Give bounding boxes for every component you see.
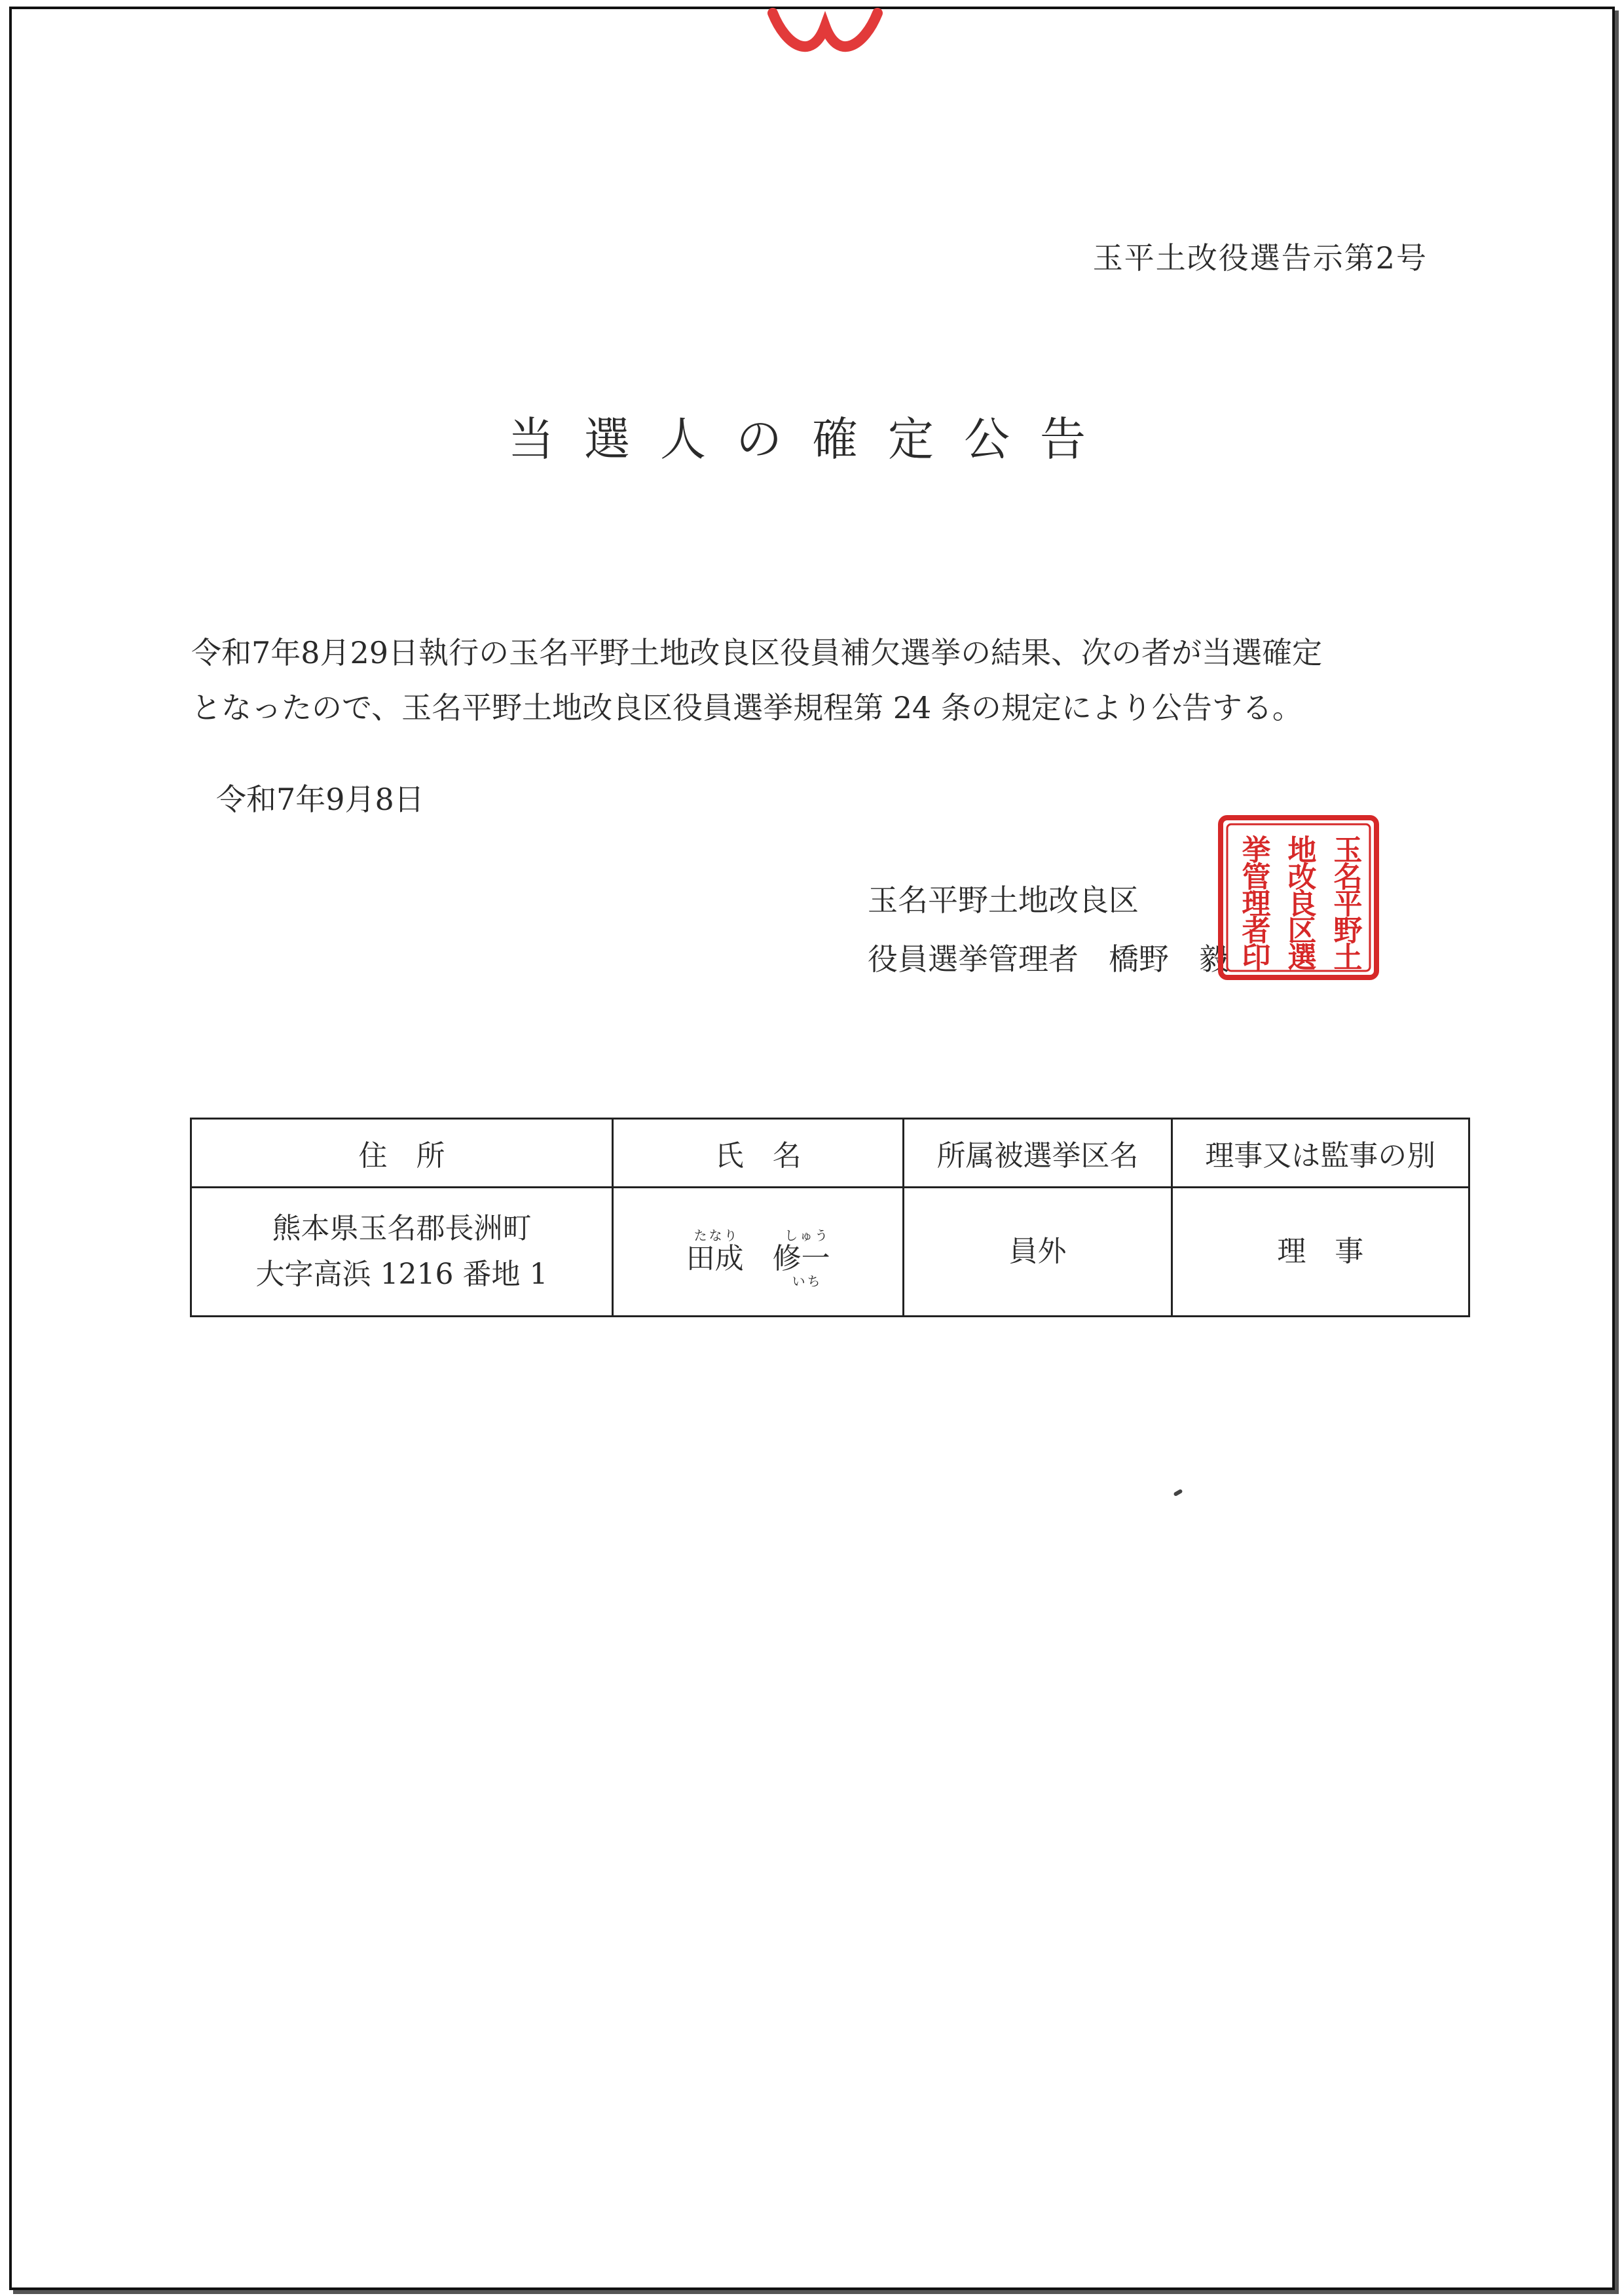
seal-column-2: 地改良区選: [1282, 835, 1316, 969]
header-role: 理事又は監事の別: [1172, 1119, 1469, 1188]
table-row: [191, 1188, 1469, 1317]
cell-address: [191, 1188, 613, 1317]
header-address: 住 所: [191, 1119, 613, 1188]
body-line-2: となったので、玉名平野土地改良区役員選挙規程第 24 条の規定により公告する。: [191, 690, 1302, 725]
seal-column-3: 挙管理者印: [1236, 835, 1270, 969]
cell-role: 理 事: [1172, 1188, 1469, 1317]
address-line-2: 大字高浜 1216 番地 1: [255, 1258, 548, 1291]
winners-table: [190, 1118, 1470, 1317]
address-line-1: 熊本県玉名郡長洲町: [272, 1212, 532, 1245]
name-given: 修一: [772, 1242, 830, 1275]
notice-date: 令和7年9月8日: [216, 782, 424, 817]
binding-mark-icon: [760, 0, 891, 72]
issuer-organization: 玉名平野土地改良区: [868, 883, 1139, 918]
cell-name: [613, 1188, 904, 1317]
seal-column-1: 玉名平野土: [1328, 835, 1362, 969]
issuer-block: [868, 871, 1229, 989]
name-surname: 田成: [686, 1242, 744, 1275]
notice-body: [191, 625, 1468, 735]
name-with-ruby: [686, 1222, 830, 1289]
page-title: 当選人の確定公告: [508, 412, 1116, 466]
body-line-1: 令和7年8月29日執行の玉名平野土地改良区役員補欠選挙の結果、次の者が当選確定: [191, 635, 1323, 670]
ruby-given: しゅういち: [784, 1228, 830, 1289]
cell-district: 員外: [904, 1188, 1172, 1317]
header-name: 氏 名: [613, 1119, 904, 1188]
official-seal-icon: [1217, 814, 1380, 981]
issuer-position-name: 役員選挙管理者 橋野 毅: [868, 941, 1229, 977]
ruby-surname: たなり: [693, 1228, 739, 1243]
notice-number: 玉平土改役選告示第2号: [1092, 240, 1428, 276]
table-header-row: [191, 1119, 1469, 1188]
header-district: 所属被選挙区名: [904, 1119, 1172, 1188]
